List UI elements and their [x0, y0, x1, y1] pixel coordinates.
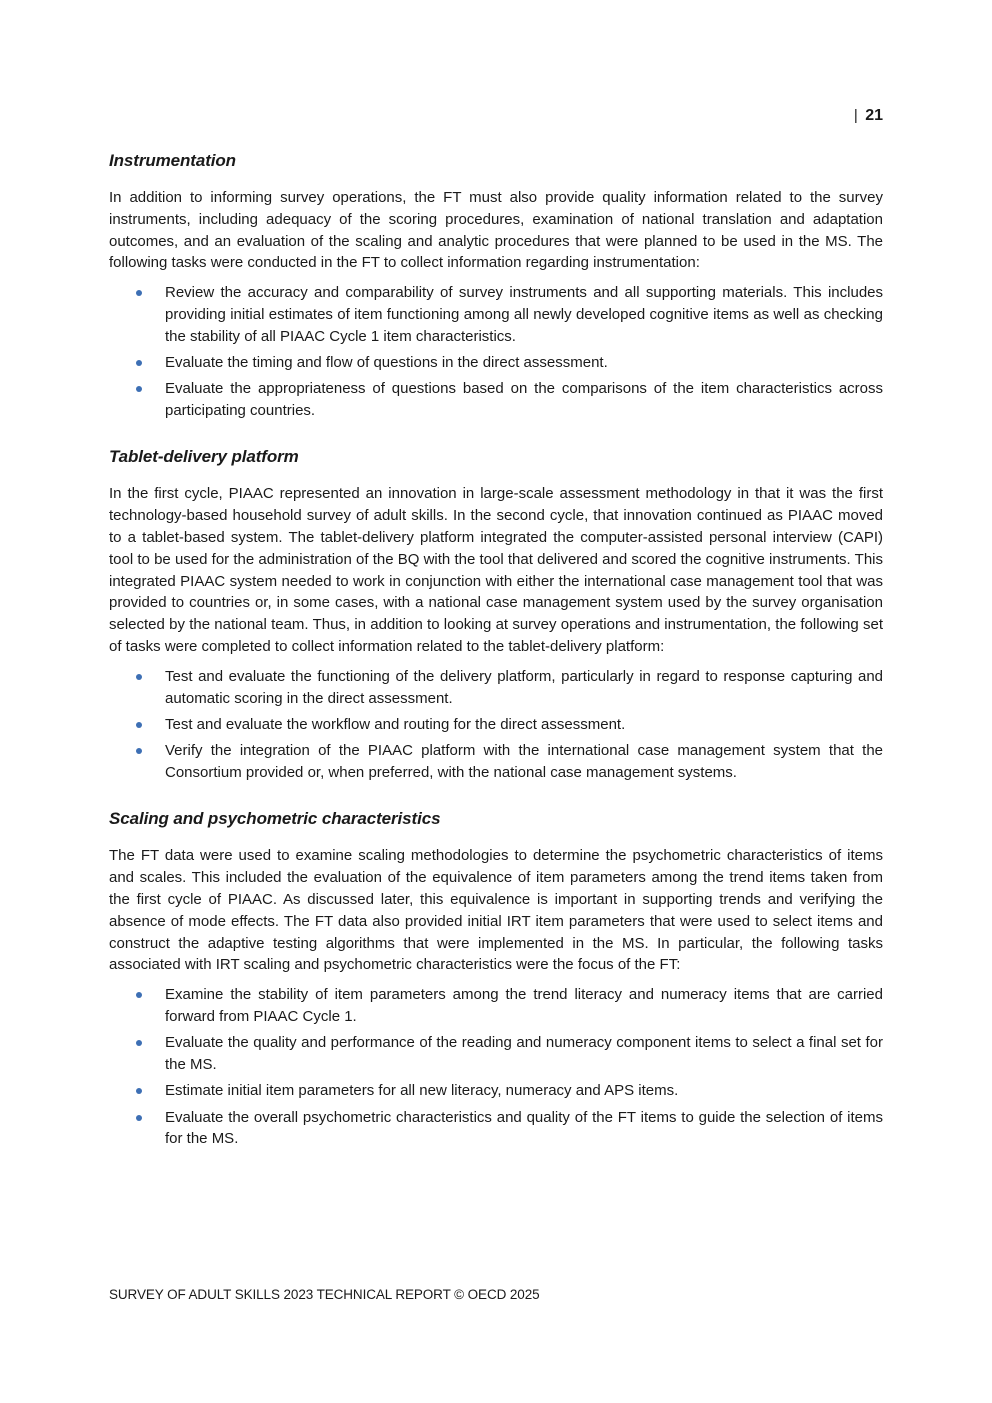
- bullet-item: [109, 1080, 883, 1102]
- bullet-item: [109, 1032, 883, 1076]
- bullet-text: Estimate initial item parameters for all new literacy, numeracy and APS items.: [165, 1082, 679, 1100]
- bullet-text: Review the accuracy and comparability of survey instruments and all supporting materials. This includes providing initial estimates of item functioning among all newly developed cognitive items as well as checking the stability of all PIAAC Cycle 1 item characteristics.: [165, 284, 883, 345]
- bullet-list: [109, 666, 883, 784]
- bullet-icon: [136, 674, 142, 680]
- bullet-icon: [136, 1115, 142, 1121]
- section-paragraph: In the first cycle, PIAAC represented an innovation in large-scale assessment methodology in that it was the first technology-based household survey of adult skills. In the second cycle, that innovation continued as PIAAC moved to a tablet-based system. The tablet-delivery platform integrated the computer-assisted personal interview (CAPI) tool to be used for the administration of the BQ with the tool that delivered and scored the cognitive instruments. This integrated PIAAC system needed to work in conjunction with either the international case management tool that was provided to countries or, in some cases, with a national case management system used by the survey organisation selected by the national team. Thus, in addition to looking at survey operations and instrumentation, the following set of tasks were completed to collect information related to the tablet-delivery platform:: [109, 485, 883, 656]
- bullet-text: Test and evaluate the functioning of the delivery platform, particularly in regard to response capturing and automatic scoring in the direct assessment.: [165, 667, 883, 707]
- bullet-item: [109, 714, 883, 736]
- bullet-item: [109, 666, 883, 710]
- bullet-text: Evaluate the overall psychometric characteristics and quality of the FT items to guide the selection of items for the MS.: [165, 1108, 883, 1148]
- bullet-text: Examine the stability of item parameters among the trend literacy and numeracy items that are carried forward from PIAAC Cycle 1.: [165, 986, 883, 1025]
- bullet-list: [109, 282, 883, 422]
- bullet-item: [109, 378, 883, 422]
- page-number-separator: |: [853, 107, 858, 124]
- bullet-icon: [136, 1088, 142, 1094]
- bullet-item: [109, 1107, 883, 1151]
- bullet-icon: [136, 992, 142, 998]
- bullet-list: [109, 984, 883, 1150]
- bullet-item: [109, 984, 883, 1028]
- section-instrumentation: [109, 150, 883, 422]
- bullet-text: Evaluate the timing and flow of questions in the direct assessment.: [165, 354, 608, 372]
- section-paragraph: The FT data were used to examine scaling methodologies to determine the psychometric characteristics of items and scales. This included the evaluation of the equivalence of item parameters among the trend items taken from the first cycle of PIAAC. As discussed later, this equivalence is important in supporting trends and verifying the absence of mode effects. The FT data also provided initial IRT item parameters that were used to select items and construct the adaptive testing algorithms that were implemented in the MS. In particular, the following tasks associated with IRT scaling and psychometric characteristics were the focus of the FT:: [109, 847, 883, 974]
- page-number: [854, 106, 883, 126]
- bullet-text: Evaluate the appropriateness of questions based on the comparisons of the item characteristics across participating countries.: [165, 380, 883, 420]
- page-content: [109, 150, 883, 1155]
- bullet-text: Test and evaluate the workflow and routing for the direct assessment.: [165, 715, 626, 733]
- page-number-value: 21: [865, 107, 883, 124]
- section-paragraph: In addition to informing survey operations, the FT must also provide quality information related to the survey instruments, including adequacy of the scoring procedures, examination of national translation and adaptation outcomes, and an evaluation of the scaling and analytic procedures that were planned to be used in the MS. The following tasks were conducted in the FT to collect information regarding instrumentation:: [109, 189, 883, 272]
- bullet-item: [109, 740, 883, 784]
- section-heading: Instrumentation: [109, 151, 236, 170]
- section-heading: Tablet-delivery platform: [109, 447, 299, 467]
- bullet-icon: [136, 290, 142, 296]
- bullet-icon: [136, 360, 142, 366]
- bullet-item: [109, 352, 883, 374]
- bullet-icon: [136, 1040, 142, 1046]
- bullet-text: Verify the integration of the PIAAC platform with the international case management system that the Consortium provided or, when preferred, with the national case management systems.: [165, 742, 883, 782]
- bullet-icon: [136, 748, 142, 754]
- bullet-item: [109, 282, 883, 347]
- section-heading: Scaling and psychometric characteristics: [109, 809, 441, 829]
- section-tablet-delivery-platform: [109, 446, 883, 783]
- bullet-icon: [136, 722, 142, 728]
- bullet-text: Evaluate the quality and performance of the reading and numeracy component items to select a final set for the MS.: [165, 1034, 883, 1073]
- bullet-icon: [136, 386, 142, 392]
- section-scaling-psychometric: [109, 808, 883, 1150]
- page-footer: SURVEY OF ADULT SKILLS 2023 TECHNICAL REPORT © OECD 2025: [109, 1287, 540, 1302]
